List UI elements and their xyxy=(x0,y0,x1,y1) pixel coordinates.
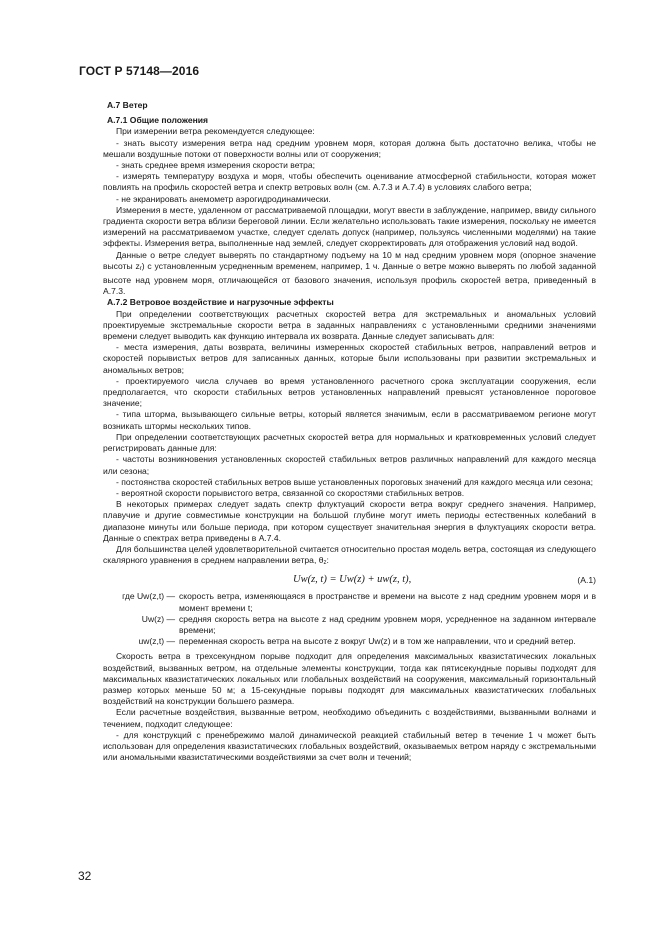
list-item: - частоты возникновения установленных скоростей стабильных ветров различных направлений для каждого месяца или сезона; xyxy=(103,454,596,476)
list-item: - постоянства скоростей стабильных ветров выше установленных пороговых значений для каждого месяца или сезона; xyxy=(116,476,593,487)
paragraph xyxy=(103,250,596,298)
definition-text: переменная скорость ветра на высоте z вокруг Uw(z) и в том же направлении, что и средний ветер. xyxy=(179,636,576,647)
text-run: Данные о ветре следует выверять по стандартному подъему на 10 м над средним уровнем моря (опорное значение высоты z xyxy=(103,249,596,271)
paragraph: Скорость ветра в трехсекундном порыве подходит для определения максимальных квазистатических локальных воздействий, вызванных ветром, на отдельные элементы конструкции, тогда как пятисекундные порывы подходят для максимальных квазистатических локальных или глобальных воздействий на сооружения, максимальный горизонтальный размер которых меньше 50 м; а 15-секундные порывы подходят для максимальных квазистатических глобальных воздействий на конструкции большего размера. xyxy=(103,651,596,707)
list-item: - измерять температуру воздуха и моря, чтобы обеспечить оценивание атмосферной стабильности, которая может повлиять на профиль скоростей ветра и спектр ветровых волн (см. А.7.3 и А.7.4) в условиях слабого ветра; xyxy=(103,171,596,193)
section-title: А.7 Ветер xyxy=(107,100,148,110)
paragraph: При измерении ветра рекомендуется следующее: xyxy=(116,126,315,137)
definition-row xyxy=(79,614,596,636)
definition-row xyxy=(79,636,596,647)
standard-header: ГОСТ Р 57148—2016 xyxy=(79,64,200,78)
definition-term: где Uw(z,t) — xyxy=(122,591,175,602)
paragraph: Если расчетные воздействия, вызванные ветром, необходимо объединить с воздействиями, вызванными волнами и течением, подходит следующее: xyxy=(103,707,596,729)
definition-text: средняя скорость ветра на высоте z над средним уровнем моря, усредненное на заданном интервале времени; xyxy=(179,613,596,635)
list-item: - места измерения, даты возврата, величины измеренных скоростей стабильных ветров, направлений ветров и скоростей порывистых ветров для записанных данных, которые были использованы при развитии экстремальных и аномальных ветров; xyxy=(103,342,596,375)
page-content xyxy=(103,100,596,763)
subscript: r xyxy=(139,265,142,272)
paragraph xyxy=(103,544,596,569)
subsection-title-general: А.7.1 Общие положения xyxy=(107,115,209,126)
list-item: - проектируемого числа случаев во время установленного расчетного срока эксплуатации сооружения, если предполагается, что скорости стабильных ветров установленных направлений превысят установленное пороговое значение; xyxy=(103,375,596,409)
formula-number: (А.1) xyxy=(577,575,596,586)
list-item: - знать среднее время измерения скорости ветра; xyxy=(116,160,316,171)
formula-expression: Uw(z, t) = Uw(z) + uw(z, t), xyxy=(293,574,412,586)
paragraph: При определении соответствующих расчетных скоростей ветра для нормальных и кратковременных условий следует регистрировать данные для: xyxy=(103,431,596,454)
formula-a1 xyxy=(103,571,596,591)
definition-text: скорость ветра, изменяющаяся в пространстве и времени на высоте z над средним уровнем моря и в момент времени t; xyxy=(179,591,596,613)
definition-row xyxy=(79,591,596,613)
list-item: - знать высоту измерения ветра над средним уровнем моря, которая должна быть достаточно велика, чтобы не мешали воздушные потоки от поверхности волны или от сооружения; xyxy=(103,137,596,159)
subsection-title-wind-action: А.7.2 Ветровое воздействие и нагрузочные эффекты xyxy=(107,297,334,308)
page-number: 32 xyxy=(78,869,92,883)
paragraph: При определении соответствующих расчетных скоростей ветра для экстремальных и аномальных условий проектируемые экстремальные скорости ветра в заданных направлениях с установленными средними значениями времени следует выводить как функцию интервала их возврата. Данные следует записывать для: xyxy=(103,308,596,342)
paragraph: В некоторых примерах следует задать спектр флуктуаций скорости ветра вокруг среднего значения. Например, плавучие и другие совместимые конструкции на большой глубине могут иметь периоды естественных колебаний в диапазоне минуты или больше периода, при котором существует значительная энергия в флуктуациях скорости ветра. Данные о спектрах ветра приведены в А.7.4. xyxy=(103,499,596,543)
text-run: Для большинства целей удовлетворительной считается относительно простая модель ветра, состоящая из следующего скалярного уравнения в среднем направлении ветра, θ xyxy=(103,543,596,566)
formula-definitions xyxy=(79,591,596,647)
definition-term: Uw(z) — xyxy=(141,613,175,624)
text-run: ) с установленным усредненным временем, например, 1 ч. Данные о ветре можно выверять по любой заданной высоте над уровнем моря, отличающейся от базового значения, используя профиль скоростей ветра, приведенный в А.7.3. xyxy=(103,260,596,297)
list-item: - вероятной скорости порывистого ветра, связанной со скоростями стабильных ветров. xyxy=(116,487,465,498)
list-item: - типа шторма, вызывающего сильные ветры, который является значимым, если в рассматриваемом регионе могут возникать штормы нескольких типов. xyxy=(103,409,596,431)
paragraph: Измерения в месте, удаленном от рассматриваемой площадки, могут ввести в заблуждение, например, ввиду сильного градиента скорости ветра вблизи береговой линии. Если желательно использовать такие измерения, поскольку не имеется измерений на рассматриваемом участке, следует сделать допуск (например, пользуясь численными моделями) на такие эффекты. Измерения ветра, выполненные над землей, следует скорректировать для отображения условий над водой. xyxy=(103,204,596,249)
text-run: : xyxy=(326,555,329,566)
list-item: - для конструкций с пренебрежимо малой динамической реакцией стабильный ветер в течение 1 ч может быть использован для определения квазистатических глобальных воздействий, оказываемых ветром наряду с экстремальными или аномальными квазистатическими воздействиями за счет волн и течений; xyxy=(103,729,596,763)
subscript: z xyxy=(323,560,327,567)
list-item: - не экранировать анемометр аэрогидродинамически. xyxy=(116,193,331,204)
definition-term: uw(z,t) — xyxy=(138,636,175,647)
